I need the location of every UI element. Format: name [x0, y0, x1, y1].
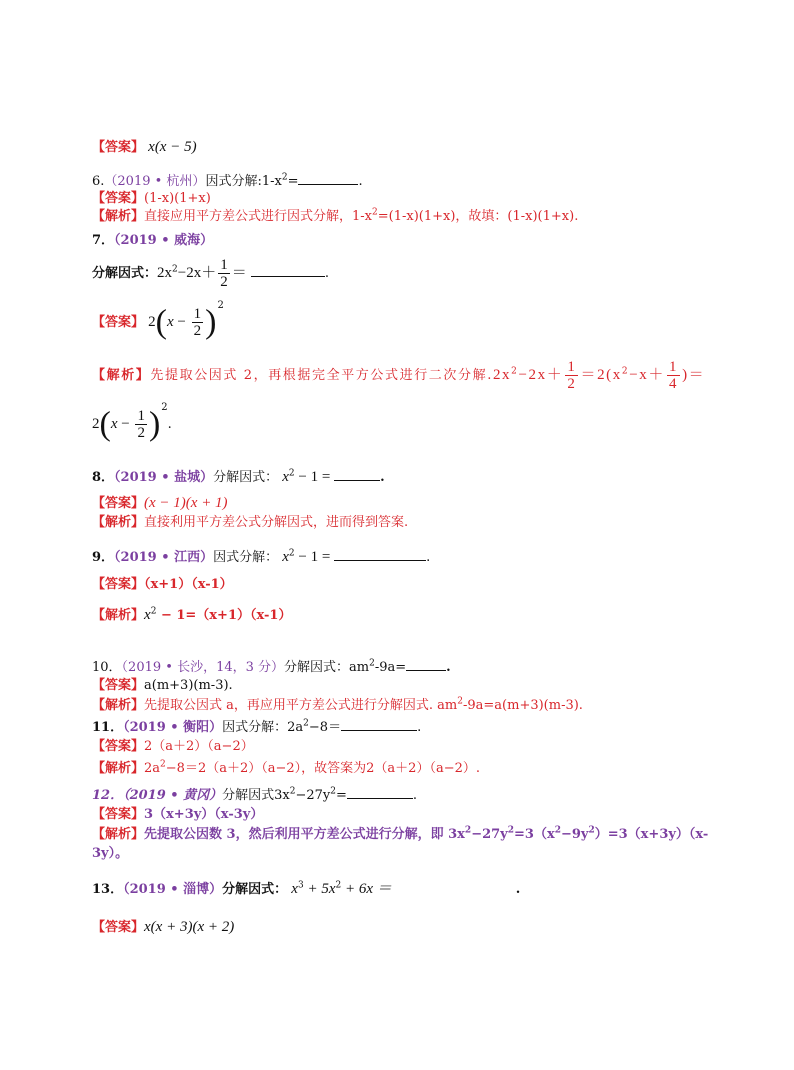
answer-blank	[334, 468, 380, 481]
explanation-text: 直接应用平方差公式进行因式分解，1-x	[144, 209, 373, 224]
question-source: （2019 • 盐城）	[114, 470, 214, 485]
question-number: 6.	[92, 174, 105, 189]
explanation-text: 先提取公因式 a，再应用平方差公式进行分解因式. am	[144, 698, 458, 713]
question-number: 9．	[92, 550, 115, 565]
answer-13	[92, 918, 234, 937]
question-number: 7．	[92, 233, 115, 248]
answer-expr: x(x − 5)	[148, 139, 197, 155]
explanation-tag: 【解析】	[92, 515, 145, 530]
answer-10	[92, 677, 233, 695]
question-6: 6.（2019 • 杭州）因式分解$:1-x^2=$ .	[92, 172, 363, 189]
fraction: $\frac{1}{2}$	[567, 359, 577, 392]
answer-tag: 【答案】	[92, 140, 145, 155]
question-text: 分解因式：	[213, 470, 279, 485]
explanation-tag: 【解析】	[92, 368, 151, 383]
question-source: （2019 • 黄冈）	[123, 788, 223, 803]
explanation-text: 先提取公因式 2，再根据完全平方公式进行二次分解.	[150, 368, 493, 383]
question-8: 8．（2019 • 盐城）分解因式： $x^2 - 1$ = .	[92, 468, 385, 485]
question-number: 10．	[92, 660, 122, 675]
question-text: 分解因式3x	[222, 788, 290, 803]
question-text: 分解因式：	[222, 882, 288, 897]
explanation-6: 【解析】直接应用平方差公式进行因式分解，$1-x^2=(1-x)(1+x)$，故填：(1-x)(1+x).	[92, 207, 579, 224]
question-10: 10．（2019 • 长沙，14，3 分）分解因式：$am^2-9a=$ .	[92, 658, 451, 675]
answer-text: 2（a＋2）（a−2）	[144, 739, 254, 754]
explanation-8	[92, 514, 408, 532]
explanation-9: 【解析】$x^2 - 1=(x+1)(x-1)$	[92, 606, 292, 623]
explanation-11: 【解析】$2a^2-8=2(a+2)(a-2)$，故答案为2（a＋2）（a−2）.	[92, 759, 480, 776]
question-12: 12．（2019 • 黄冈）分解因式$3x^2-27y^2=$ .	[92, 786, 418, 803]
answer-7: 【答案】 2(x − $\frac{1}{2}$ )$^2$	[92, 300, 224, 341]
question-text: 分解因式：am	[284, 660, 370, 675]
fraction: $\frac{1}{2}$	[193, 306, 202, 339]
question-number: 8．	[92, 470, 115, 485]
answer-text: （x+1）（x-1）	[144, 577, 233, 592]
answer-text: 3（x+3y）（x-3y）	[144, 807, 264, 822]
answer-text: x(x + 3)(x + 2)	[144, 919, 235, 935]
answer-8	[92, 494, 228, 513]
answer-tag: 【答案】	[92, 191, 145, 206]
question-source: （2019 • 长沙，14，3 分）	[121, 660, 285, 675]
answer-9	[92, 576, 233, 594]
explanation-10: 【解析】先提取公因式 a，再应用平方差公式进行分解因式. $am^2-9a=a(m+3)(m-3)$.	[92, 696, 583, 713]
question-text: 因式分解：2a	[222, 720, 304, 735]
answer-6	[92, 190, 211, 208]
explanation-tag: 【解析】	[92, 209, 145, 224]
question-source: （2019 • 江西）	[114, 550, 214, 565]
question-7-body: 分解因式：$2x^2-2x+$ $\frac{1}{2}$ ＝ .	[92, 257, 330, 290]
question-number: 13．	[92, 882, 124, 897]
answer-tag: 【答案】	[92, 678, 145, 693]
answer-blank	[251, 264, 325, 277]
question-11: 11．（2019 • 衡阳）因式分解：$2a^2-8=$ .	[92, 718, 422, 735]
answer-tag: 【答案】	[92, 920, 145, 935]
answer-tag: 【答案】	[92, 496, 145, 511]
answer-blank	[341, 718, 417, 731]
question-source: （2019 • 衡阳）	[123, 720, 223, 735]
answer-text: a(m+3)(m-3).	[144, 678, 233, 693]
question-source: （2019 • 淄博）	[123, 882, 223, 897]
question-source: （2019 • 威海）	[114, 233, 214, 248]
answer-text: (x − 1)(x + 1)	[144, 495, 228, 511]
question-prompt: 分解因式：	[92, 266, 158, 281]
fraction: $\frac{1}{2}$	[220, 257, 228, 290]
question-13: 13．（2019 • 淄博）分解因式： $x^3 + 5x^2 + 6x$ ＝ .	[92, 880, 521, 897]
explanation-12-cont: 3y）。	[92, 846, 129, 861]
explanation-tag: 【解析】	[92, 827, 145, 842]
question-9: 9．（2019 • 江西）因式分解： $x^2 - 1$ = .	[92, 548, 431, 565]
explanation-text: 2a	[144, 761, 161, 776]
answer-11	[92, 738, 254, 756]
explanation-7: 【解析】先提取公因式 2，再根据完全平方公式进行二次分解$.2x^2-2x+$ $\frac{1}{2}$ $=2(x^2-x+$ $\frac{1}{4}$ )＝	[92, 359, 706, 392]
explanation-text: 先提取公因数 3，然后利用平方差公式进行分解，即 3x	[144, 827, 465, 842]
question-number: 11．	[92, 720, 124, 735]
answer-5	[92, 138, 197, 157]
explanation-text: 直接利用平方差公式分解因式，进而得到答案.	[144, 515, 409, 530]
answer-text: (1-x)(1+x)	[144, 191, 211, 206]
answer-blank	[347, 786, 413, 799]
question-number: 12．	[92, 788, 124, 803]
answer-12	[92, 806, 263, 824]
explanation-12: 【解析】先提取公因数 3，然后利用平方差公式进行分解，即 $3x^2-27y^2=3(x^2-9y^2)=3(x+3y)(x-$	[92, 825, 709, 842]
explanation-tag: 【解析】	[92, 698, 145, 713]
explanation-7-result: 2(x − $\frac{1}{2}$ )$^2$.	[92, 402, 172, 443]
answer-tag: 【答案】	[92, 739, 145, 754]
fraction: $\frac{1}{2}$	[137, 408, 145, 441]
answer-blank	[334, 548, 426, 561]
fraction: $\frac{1}{4}$	[668, 359, 679, 392]
answer-tag: 【答案】	[92, 807, 145, 822]
answer-tag: 【答案】	[92, 577, 145, 592]
question-text: 因式分解:1-x	[205, 174, 282, 189]
explanation-tag: 【解析】	[92, 761, 145, 776]
answer-blank	[298, 172, 358, 185]
question-source: （2019 • 杭州）	[104, 174, 206, 189]
answer-tag: 【答案】	[92, 315, 145, 330]
explanation-tag: 【解析】	[92, 608, 145, 623]
question-7	[92, 232, 213, 250]
question-text: 因式分解：	[213, 550, 279, 565]
answer-blank	[406, 658, 446, 671]
